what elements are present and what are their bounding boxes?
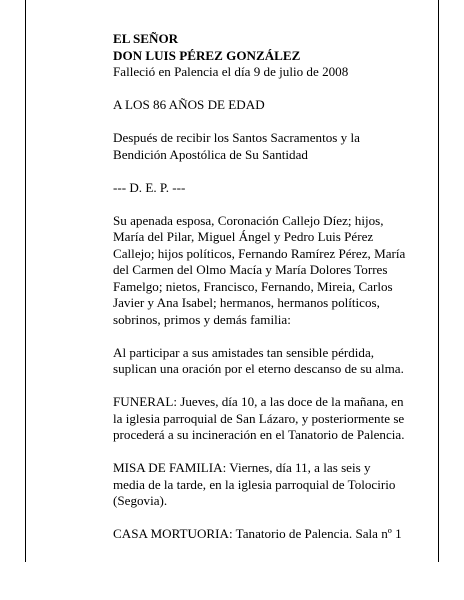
funeral-line: procederá a su incineración en el Tanatorio de Palencia.	[113, 427, 405, 442]
misa-line: media de la tarde, en la iglesia parroquial de Tolocirio	[113, 476, 396, 492]
misa-line: (Segovia).	[113, 493, 168, 508]
request-line: Al participar a sus amistades tan sensible pérdida,	[113, 344, 375, 360]
age-line: A LOS 86 AÑOS DE EDAD	[113, 97, 265, 112]
funeral-line: la iglesia parroquial de San Lázaro, y posteriormente se	[113, 410, 405, 426]
sacraments-line-2: Bendición Apostólica de Su Santidad	[113, 146, 308, 162]
deceased-name: DON LUIS PÉREZ GONZÁLEZ	[113, 47, 301, 63]
family-line: Callejo; hijos políticos, Fernando Ramírez Pérez, María	[113, 245, 406, 261]
left-border-line	[25, 0, 26, 562]
family-line: Su apenada esposa, Coronación Callejo Díez; hijos,	[113, 212, 384, 228]
casa-mortuoria-line: CASA MORTUORIA: Tanatorio de Palencia. Sala nº 1	[113, 526, 402, 541]
right-border-line	[438, 0, 439, 562]
family-line: Javier y Ana Isabel; hermanos, hermanos políticos,	[113, 295, 380, 310]
title-line: EL SEÑOR	[113, 31, 179, 46]
family-line: Famelgo; nietos, Francisco, Fernando, Mireia, Carlos	[113, 278, 393, 294]
misa-line: MISA DE FAMILIA: Viernes, día 11, a las seis y	[113, 460, 371, 475]
funeral-line: FUNERAL: Jueves, día 10, a las doce de la mañana, en	[113, 394, 404, 409]
death-date-line: Falleció en Palencia el día 9 de julio de 2008	[113, 64, 349, 79]
family-line: del Carmen del Olmo Macía y María Dolores Torres	[113, 262, 388, 277]
family-line: María del Pilar, Miguel Ángel y Pedro Luis Pérez	[113, 229, 374, 244]
family-line: sobrinos, primos y demás familia:	[113, 311, 291, 327]
sacraments-line-1: Después de recibir los Santos Sacramentos y la	[113, 130, 360, 145]
obituary-text	[113, 31, 421, 543]
dep-line: --- D. E. P. ---	[113, 179, 186, 195]
request-line: suplican una oración por el eterno descanso de su alma.	[113, 361, 404, 376]
